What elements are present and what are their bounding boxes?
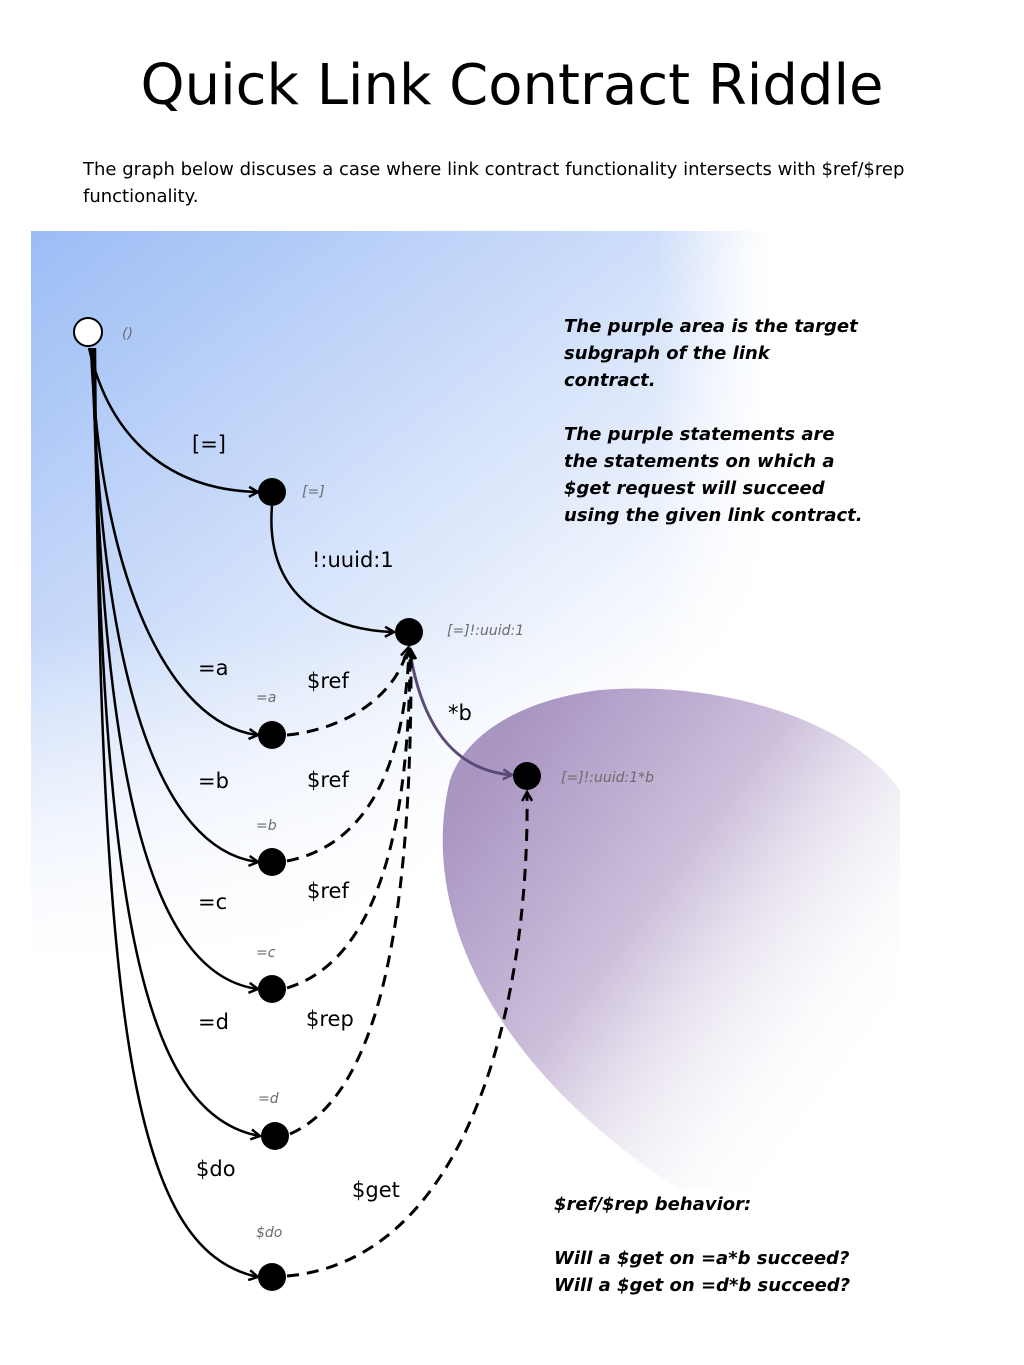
edge-label-b-ref: $ref [307, 768, 349, 792]
node-bb [258, 848, 286, 876]
edge-label-d-rep: $rep [306, 1007, 354, 1031]
question-line-1: Will a $get on =a*b succeed? [554, 1248, 850, 1269]
edge-label-do-get: $get [352, 1178, 400, 1202]
target-subgraph-area [443, 688, 900, 1190]
node-root [74, 318, 102, 346]
note-purple-statements: The purple statements are the statements on which a $get request will succeed using the given link contract. [564, 424, 863, 526]
edge-label-eq-uuid: !:uuid:1 [312, 548, 394, 572]
edge-label-root-d: =d [198, 1010, 229, 1034]
node-label-d: =d [258, 1091, 279, 1107]
node-eq [258, 478, 286, 506]
edge-label-root-do: $do [196, 1157, 236, 1181]
edge-label-root-c: =c [198, 890, 228, 914]
legend-notes [564, 313, 864, 529]
node-a [258, 721, 286, 749]
note-purple-area: The purple area is the target subgraph of the link contract. [564, 316, 858, 391]
intro-text: The graph below discuses a case where link contract functionality intersects with $ref/$rep functionality. [83, 159, 905, 207]
edge-label-root-a: =a [198, 656, 229, 680]
node-label-do: $do [256, 1225, 283, 1241]
question-heading: $ref/$rep behavior: [554, 1194, 752, 1215]
node-label-a: =a [256, 690, 277, 706]
question-line-2: Will a $get on =d*b succeed? [554, 1275, 851, 1296]
node-c [258, 975, 286, 1003]
node-b-target [513, 762, 541, 790]
edge-label-uuid-b: *b [448, 701, 472, 725]
edge-label-root-eq: [=] [192, 432, 226, 456]
node-d [261, 1122, 289, 1150]
edge-label-a-ref: $ref [307, 669, 349, 693]
node-label-uuid: [=]!:uuid:1 [447, 623, 525, 639]
edge-label-root-b: =b [198, 769, 229, 793]
node-label-eq: [=] [302, 484, 325, 500]
node-do [258, 1263, 286, 1291]
node-label-b-target: [=]!:uuid:1*b [561, 770, 655, 786]
node-uuid [395, 618, 423, 646]
node-label-root: () [122, 326, 133, 342]
node-label-bb: =b [256, 818, 277, 834]
riddle-question [554, 1191, 974, 1299]
page-title: Quick Link Contract Riddle [140, 53, 884, 118]
edge-label-c-ref: $ref [307, 879, 349, 903]
node-label-c: =c [256, 945, 276, 961]
